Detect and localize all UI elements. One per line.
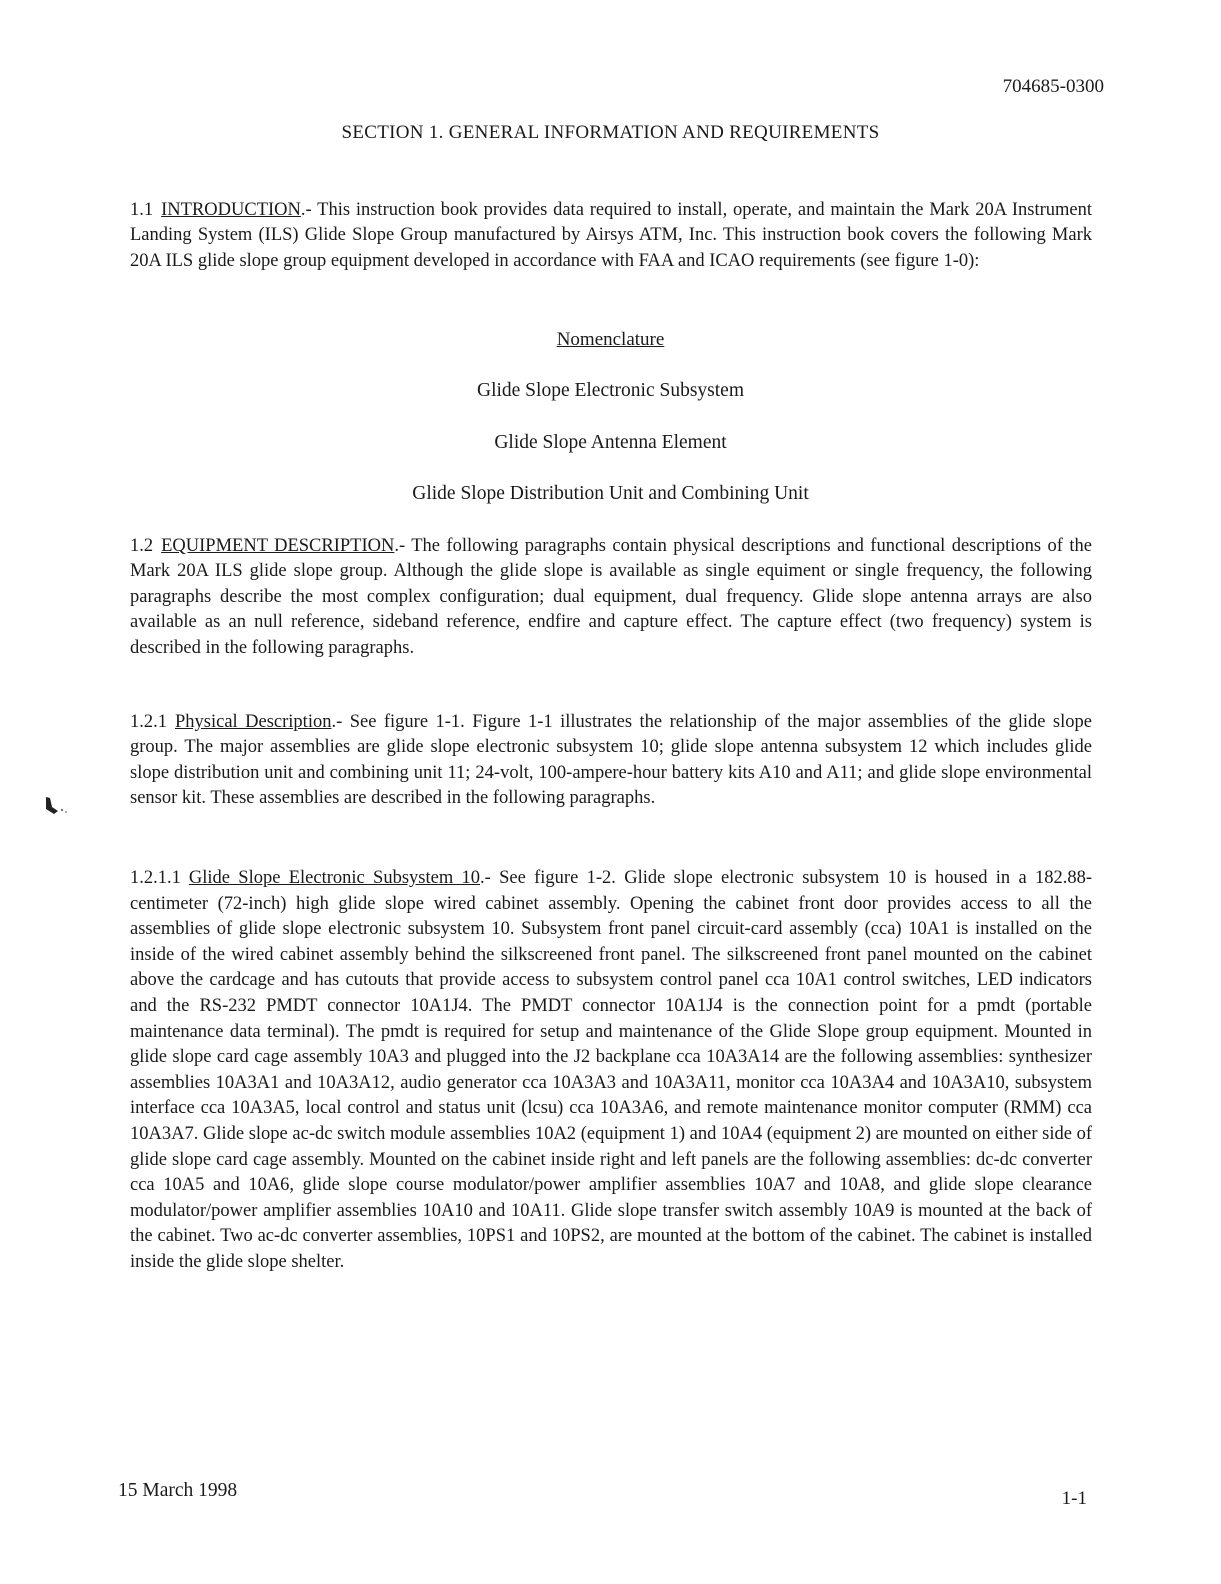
paragraph-physical-description — [130, 710, 1092, 812]
paragraph-heading: Glide Slope Electronic Subsystem 10 — [188, 868, 481, 888]
paragraph-text: .- The following paragraphs contain physical descriptions and functional descriptions of the Mark 20A ILS glide slope group. Although the glide slope is available as single equiment or single frequency, the following paragraphs describe the most complex configuration; dual equipment, dual frequency. Glide slope antenna arrays are also available as an null reference, sideband reference, endfire and capture effect. The capture effect (two frequency) system is described in the following paragraphs. — [130, 536, 1092, 658]
paragraph-number: 1.1 — [130, 200, 154, 220]
paragraph-number: 1.2 — [130, 536, 154, 556]
nomenclature-item: Glide Slope Antenna Element — [494, 432, 727, 453]
paragraph-text: .- See figure 1-2. Glide slope electronic subsystem 10 is housed in a 182.88-centimeter (72-inch) high glide slope wired cabinet assembly. Opening the cabinet front door provides access to all the assemblies of glide slope electronic subsystem 10. Subsystem front panel circuit-card assembly (cca) 10A1 is installed on the inside of the wired cabinet assembly behind the silkscreened front panel. The silkscreened front panel mounted on the cabinet above the cardcage and has cutouts that provide access to subsystem control panel cca 10A1 control switches, LED indicators and the RS-232 PMDT connector 10A1J4. The PMDT connector 10A1J4 is the connection point for a pmdt (portable maintenance data terminal). The pmdt is required for setup and maintenance of the Glide Slope group equipment. Mounted in glide slope card cage assembly 10A3 and plugged into the J2 backplane cca 10A3A14 are the following assemblies: synthesizer assemblies 10A3A1 and 10A3A12, audio generator cca 10A3A3 and 10A3A11, monitor cca 10A3A4 and 10A3A10, subsystem interface cca 10A3A5, local control and status unit (lcsu) cca 10A3A6, and remote maintenance monitor computer (RMM) cca 10A3A7. Glide slope ac-dc switch module assemblies 10A2 (equipment 1) and 10A4 (equipment 2) are mounted on either side of glide slope card cage assembly. Mounted on the cabinet inside right and left panels are the following assemblies: dc-dc converter cca 10A5 and 10A6, glide slope course modulator/power amplifier assemblies 10A7 and 10A8, and glide slope clearance modulator/power amplifier assemblies 10A10 and 10A11. Glide slope transfer switch assembly 10A9 is mounted at the back of the cabinet. Two ac-dc converter assemblies, 10PS1 and 10PS2, are mounted at the bottom of the cabinet. The cabinet is installed inside the glide slope shelter. — [130, 868, 1092, 1272]
paragraph-heading: INTRODUCTION — [161, 200, 301, 220]
paragraph-text: .- See figure 1-1. Figure 1-1 illustrates the relationship of the major assemblies of the glide slope group. The major assemblies are glide slope electronic subsystem 10; glide slope antenna subsystem 12 which includes glide slope distribution unit and combining unit 11; 24-volt, 100-ampere-hour battery kits A10 and A11; and glide slope environmental sensor kit. These assemblies are described in the following paragraphs. — [130, 712, 1092, 809]
paragraph-heading: EQUIPMENT DESCRIPTION — [161, 536, 395, 556]
paragraph-heading: Physical Description — [175, 712, 332, 732]
footer-date: 15 March 1998 — [118, 1480, 238, 1501]
paragraph-text: .- This instruction book provides data required to install, operate, and maintain the Mark 20A Instrument Landing System (ILS) Glide Slope Group manufactured by Airsys ATM, Inc. This instruction book covers the following Mark 20A ILS glide slope group equipment developed in accordance with FAA and ICAO requirements (see figure 1-0): — [130, 200, 1092, 271]
section-title: SECTION 1. GENERAL INFORMATION AND REQUIREMENTS — [341, 122, 880, 143]
nomenclature-item: Glide Slope Electronic Subsystem — [476, 380, 744, 401]
paragraph-number: 1.2.1 — [130, 712, 167, 732]
document-number: 704685-0300 — [1002, 76, 1104, 97]
page-number: 1-1 — [1061, 1488, 1087, 1509]
scan-artifact-mark — [40, 795, 78, 819]
paragraph-number: 1.2.1.1 — [130, 868, 181, 888]
nomenclature-heading: Nomenclature — [556, 329, 665, 350]
paragraph-introduction — [130, 198, 1092, 274]
paragraph-equipment-description — [130, 534, 1092, 661]
nomenclature-item: Glide Slope Distribution Unit and Combining Unit — [412, 483, 809, 504]
paragraph-electronic-subsystem — [130, 866, 1092, 1276]
